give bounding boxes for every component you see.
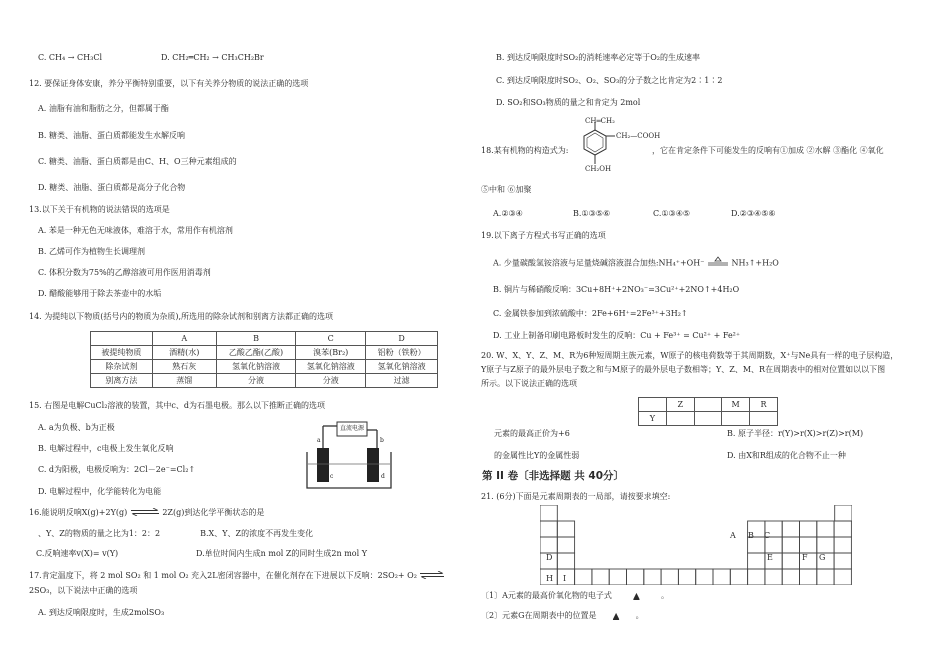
- table-row: [639, 398, 778, 412]
- element-cell-F: F: [802, 553, 808, 562]
- q20-option-d: D. 由X和R组成的化合物不止一种: [727, 451, 846, 460]
- q18-stem-suffix: ，它在肯定条件下可能发生的反响有①加成 ②水解 ③酯化 ④氧化: [652, 146, 884, 155]
- q16-option-d: D.单位时间内生成n mol Z的同时生成2n mol Y: [196, 549, 367, 558]
- q16-stem: [29, 507, 264, 519]
- q14-stem: 14. 为提纯以下物质(括号内的物质为杂质),所选用的除杂试剂和别离方法都正确的选项: [29, 312, 334, 321]
- table-cell: [694, 412, 722, 426]
- table-cell: D: [366, 332, 438, 346]
- q13-option-d: D. 醋酸能够用于除去茶壶中的水垢: [38, 289, 162, 298]
- struct-side-group: CH₂—COOH: [616, 132, 661, 140]
- power-supply-label: 直流电源: [340, 425, 365, 432]
- q18-line2: ⑤中和 ⑥加聚: [481, 185, 532, 194]
- table-cell: Z: [666, 398, 694, 412]
- q21-part1-end: 。: [660, 591, 669, 600]
- q15-option-b: B. 电解过程中，c电极上发生氧化反响: [38, 444, 174, 453]
- struct-top-group: CH═CH₂: [585, 117, 615, 125]
- table-cell: 过滤: [366, 374, 438, 388]
- q21-stem: 21. (6分)下面是元素周期表的一局部，请按要求填空:: [481, 492, 671, 501]
- struct-bottom-group: CH₂OH: [585, 165, 612, 173]
- q11-option-d: D. CH₂═CH₂ → CH₃CH₂Br: [161, 53, 264, 62]
- q18-option-c: C.①③④⑤: [653, 209, 691, 218]
- q21-part2-text: 〔2〕元素G在周期表中的位置是: [481, 611, 597, 620]
- element-cell-C: C: [764, 531, 771, 540]
- q17-option-a: A. 到达反响限度时，生成2molSO₃: [38, 608, 165, 617]
- table-cell: [694, 398, 722, 412]
- table-cell: [639, 398, 667, 412]
- triangle-marker-icon: ▲: [633, 591, 640, 600]
- equilibrium-arrow-icon: [419, 571, 445, 582]
- table-cell: 分液: [216, 374, 296, 388]
- element-cell-G: G: [819, 553, 826, 562]
- table-cell: [666, 412, 694, 426]
- q17-stem-part1: 17.肯定温度下，将 2 mol SO₂ 和 1 mol O₂ 充入2L密闭容器中，在催化剂存在下进展以下反响：2SO₂+ O₂: [29, 571, 417, 580]
- q11-options: [38, 52, 264, 63]
- q19-option-a: [493, 256, 779, 271]
- table-cell: 除杂试剂: [91, 360, 153, 374]
- table-row: [91, 374, 438, 388]
- equilibrium-arrow-icon: [130, 508, 160, 519]
- table-row: [91, 360, 438, 374]
- answer-blank-2[interactable]: [599, 610, 633, 621]
- table-cell: B: [216, 332, 296, 346]
- q13-option-a: A. 苯是一种无色无味液体，难溶于水，常用作有机溶剂: [38, 226, 233, 235]
- q21-part1-text: 〔1〕A元素的最高价氧化物的电子式: [481, 591, 612, 600]
- table-cell: 蒸馏: [152, 374, 216, 388]
- element-cell-I: I: [563, 574, 567, 583]
- periodic-table-fragment: [540, 505, 852, 585]
- table-cell: 酒精(水): [152, 346, 216, 360]
- q12-option-c: C. 糖类、油脂、蛋白质都是由C、H、O三种元素组成的: [38, 157, 237, 166]
- q12-option-a: A. 油脂有油和脂肪之分，但都属于酯: [38, 104, 169, 113]
- q19-option-d: D. 工业上制备印刷电路板时发生的反响：Cu + Fe³⁺ = Cu²⁺ + Fe²⁺: [493, 331, 741, 340]
- q12-option-b: B. 糖类、油脂、蛋白质都能发生水解反响: [38, 131, 185, 140]
- table-cell: 氢氧化钠溶液: [216, 360, 296, 374]
- q19-option-b: B. 铜片与稀硝酸反响：3Cu+8H⁺+2NO₃⁻=3Cu²⁺+2NO↑+4H₂O: [493, 285, 740, 294]
- q20-option-a: 元素的最高正价为+6: [494, 429, 570, 438]
- q16-options-cd: [36, 548, 367, 559]
- q20-stem-line3: 所示。以下说法正确的选项: [481, 379, 577, 388]
- q16-stem-part2: 2Z(g)到达化学平衡状态的是: [162, 508, 265, 517]
- triangle-marker-icon: ▲: [612, 611, 620, 620]
- q19-stem: 19.以下离子方程式书写正确的选项: [481, 231, 606, 240]
- q17-option-c: C. 到达反响限度时SO₂、O₂、SO₃的分子数之比肯定为2∶1∶2: [496, 76, 723, 85]
- table-row: [639, 412, 778, 426]
- q13-option-c: C. 体积分数为75%的乙醇溶液可用作医用消毒剂: [38, 268, 211, 277]
- q19-option-a-part2: NH₃↑+H₂O: [731, 258, 779, 268]
- q18-option-b: B.①③⑤⑥: [573, 209, 611, 218]
- table-header-row: [91, 332, 438, 346]
- q18-options: [493, 208, 776, 219]
- q17-stem: [29, 570, 445, 582]
- table-cell: [91, 332, 153, 346]
- table-cell: R: [750, 398, 778, 412]
- q13-stem: 13.以下关于有机物的说法错误的选项是: [29, 205, 170, 214]
- q15-stem: 15. 右图是电解CuCl₂溶液的装置，其中c、d为石墨电极。那么以下推断正确的选项: [29, 401, 326, 410]
- svg-text:d: d: [381, 473, 385, 480]
- element-cell-B: B: [748, 531, 754, 540]
- heating-arrow-icon: [707, 256, 729, 271]
- q18-stem-prefix: 18.某有机物的构造式为:: [481, 146, 569, 155]
- q13-option-b: B. 乙烯可作为植物生长调理剂: [38, 247, 145, 256]
- q15-option-c: C. d为阳极，电极反响为：2Cl－2e⁻=Cl₂↑: [38, 465, 196, 474]
- q20-option-b: B. 原子半径：r(Y)>r(X)>r(Z)>r(M): [727, 429, 864, 438]
- table-row: [91, 346, 438, 360]
- q19-option-a-part1: A. 少量碳酸氢铵溶液与足量烧碱溶液混合加热:NH₄⁺+OH⁻: [493, 258, 705, 268]
- q16-stem-part1: 16.能说明反响X(g)+2Y(g): [29, 508, 128, 517]
- table-cell: Y: [639, 412, 667, 426]
- q16-line2: 、Y、Z的物质的量之比为1：2：2 B.X、Y、Z的浓度不再发生变化: [38, 529, 314, 538]
- svg-text:c: c: [330, 473, 334, 480]
- q14-table: [90, 331, 438, 388]
- q11-option-c: C. CH₄ → CH₃Cl: [38, 53, 102, 62]
- table-cell: 氢氧化钠溶液: [366, 360, 438, 374]
- table-cell: 乙酸乙酯(乙酸): [216, 346, 296, 360]
- q21-part2-end: 。: [635, 611, 644, 620]
- q20-stem-line1: 20. W、X、Y、Z、M、R为6种短周期主族元素，W原子的核电荷数等于其周期数，X⁺与Ne具有一样的电子层构造，: [481, 351, 899, 360]
- q18-option-a: A.②③④: [493, 209, 523, 218]
- q21-part1: [481, 590, 669, 601]
- q18-option-d: D.②③④⑤⑥: [731, 209, 776, 218]
- q19-option-c: C. 金属铁参加到浓硫酸中：2Fe+6H⁺=2Fe³⁺+3H₂↑: [493, 309, 688, 318]
- q15-option-d: D. 电解过程中，化学能转化为电能: [38, 487, 162, 496]
- table-cell: 铝粉（铁粉）: [366, 346, 438, 360]
- table-cell: 分液: [296, 374, 366, 388]
- table-cell: 被提纯物质: [91, 346, 153, 360]
- q20-stem-line2: Y原子与Z原子的最外层电子数之和与M原子的最外层电子数相等；Y、Z、M、R在周期表中的相对位置如以以下图: [481, 365, 886, 374]
- table-cell: A: [152, 332, 216, 346]
- element-cell-D: D: [546, 553, 553, 562]
- element-cell-A: A: [730, 531, 736, 540]
- table-cell: [722, 412, 750, 426]
- svg-text:b: b: [380, 437, 384, 444]
- element-cell-H: H: [546, 574, 553, 583]
- table-cell: [750, 412, 778, 426]
- q15-option-a: A. a为负极、b为正极: [38, 423, 115, 432]
- q20-option-c: 的金属性比Y的金属性弱: [494, 451, 580, 460]
- section-title: 第 II 卷〔非选择题 共 40分〕: [482, 470, 625, 482]
- answer-blank-1[interactable]: [614, 590, 658, 601]
- table-cell: 溴苯(Br₂): [296, 346, 366, 360]
- q21-part2: [481, 610, 644, 621]
- table-cell: 别离方法: [91, 374, 153, 388]
- element-cell-E: E: [767, 553, 773, 562]
- svg-text:a: a: [317, 437, 321, 444]
- q20-position-table: [638, 397, 778, 426]
- q12-stem: 12. 要保证身体安康，养分平衡特别重要，以下有关养分物质的说法正确的选项: [29, 79, 309, 88]
- table-cell: 氢氧化钠溶液: [296, 360, 366, 374]
- q17-option-d: D. SO₂和SO₃物质的量之和肯定为 2mol: [496, 98, 641, 107]
- q17-option-b: B. 到达反响限度时SO₂的消耗速率必定等于O₂的生成速率: [496, 53, 700, 62]
- table-cell: 熟石灰: [152, 360, 216, 374]
- q17-stem-part2: 2SO₃，以下说法中正确的选项: [29, 586, 138, 595]
- table-cell: C: [296, 332, 366, 346]
- q12-option-d: D. 糖类、油脂、蛋白质都是高分子化合物: [38, 183, 186, 192]
- q16-option-c: C.反响速率v(X)= v(Y): [36, 549, 119, 558]
- table-cell: M: [722, 398, 750, 412]
